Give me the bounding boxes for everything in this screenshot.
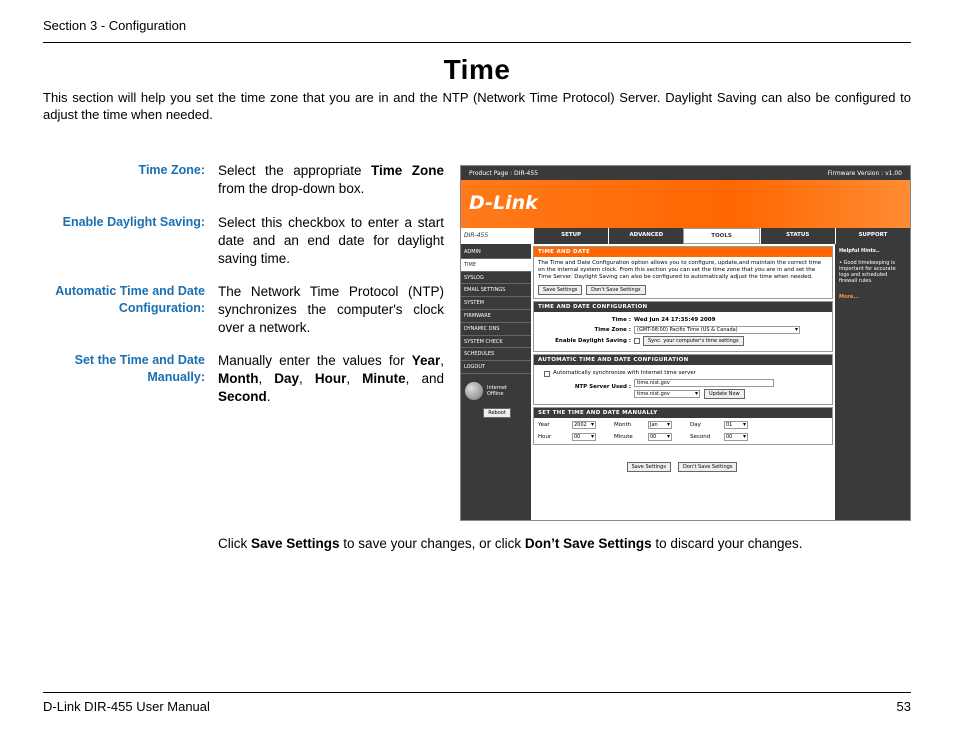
router-screenshot: [460, 165, 911, 521]
term-automatic-time: [55, 283, 205, 317]
term-line: Set the Time and Date: [74, 353, 205, 367]
manual-heading: SET THE TIME AND DATE MANUALLY: [534, 408, 832, 418]
sync-time-button[interactable]: Sync. your computer's time settings: [643, 336, 744, 346]
manual-box: [533, 407, 833, 445]
time-value: Wed Jun 24 17:35:49 2009: [634, 317, 716, 323]
content-pane: [531, 244, 835, 520]
desc-bold: Second: [218, 389, 267, 404]
help-text: • Good timekeeping is important for accurate logs and scheduled firewall rules.: [839, 260, 896, 284]
daylight-saving-label: Enable Daylight Saving :: [555, 337, 631, 344]
ntp-server-input[interactable]: time.nist.gov: [634, 379, 774, 387]
desc-time-zone: [218, 162, 444, 198]
ntp-server-label: NTP Server Used :: [574, 384, 631, 390]
desc-daylight-saving: Select this checkbox to enter a start date and an end date for daylight saving time.: [218, 215, 444, 266]
offline-label: Offline: [487, 390, 504, 397]
more-link[interactable]: More...: [839, 294, 859, 300]
footer-rule: [43, 692, 911, 693]
model-label: DIR-455: [461, 228, 533, 244]
auto-sync-checkbox[interactable]: [544, 371, 550, 377]
day-select[interactable]: 01 ▾: [724, 421, 748, 429]
screenshot-topbar: [461, 166, 910, 180]
month-label: Month: [614, 421, 632, 428]
timezone-value: (GMT-08:00) Pacific Time (US & Canada): [637, 327, 738, 333]
nav-item-system-check[interactable]: SYSTEM CHECK: [461, 336, 531, 349]
desc-bold: Year: [411, 353, 441, 368]
month-select[interactable]: Jan ▾: [648, 421, 672, 429]
reboot-button[interactable]: Reboot: [483, 408, 511, 418]
desc-bold: Minute: [362, 371, 406, 386]
save-settings-button[interactable]: Save Settings: [538, 285, 582, 295]
globe-icon: [465, 382, 483, 400]
note-text: to save your changes, or click: [339, 536, 525, 551]
daylight-saving-checkbox[interactable]: [634, 338, 640, 344]
dlink-logo: D-Link: [469, 192, 538, 214]
ntp-select-value: time.nist.gov: [637, 391, 670, 397]
desc-text: from the drop-down box.: [218, 181, 365, 196]
term-time-zone: Time Zone:: [138, 163, 205, 177]
term-line: Manually:: [147, 370, 205, 384]
tab-setup[interactable]: SETUP: [533, 228, 608, 244]
term-manual-time: [75, 352, 205, 386]
auto-config-heading: AUTOMATIC TIME AND DATE CONFIGURATION: [534, 355, 832, 365]
term-line: Automatic Time and Date: [55, 284, 205, 298]
desc-automatic-time: The Network Time Protocol (NTP) synchronizes the computer's clock over a network.: [218, 284, 444, 335]
nav-item-dynamic-dns[interactable]: DYNAMIC DNS: [461, 323, 531, 336]
desc-manual-time: Manually enter the values for Year, Month, Day, Hour, Minute, and Second.: [218, 353, 444, 404]
desc-bold: Hour: [314, 371, 347, 386]
auto-sync-label: Automatically synchronize with Internet time server: [553, 370, 696, 376]
dont-save-settings-button[interactable]: Don't Save Settings: [586, 285, 645, 295]
config-heading: TIME AND DATE CONFIGURATION: [534, 302, 832, 312]
page-number: 53: [896, 699, 911, 714]
nav-item-admin[interactable]: ADMIN: [461, 246, 531, 259]
desc-bold: Time Zone: [371, 163, 445, 178]
nav-item-system[interactable]: SYSTEM: [461, 297, 531, 310]
desc-text: and: [421, 371, 444, 386]
page-title: Time: [443, 54, 511, 85]
header-rule: [43, 42, 911, 43]
nav-item-syslog[interactable]: SYSLOG: [461, 272, 531, 285]
tab-tools[interactable]: TOOLS: [683, 228, 759, 244]
save-settings-button-bottom[interactable]: Save Settings: [627, 462, 671, 472]
update-now-button[interactable]: Update Now: [704, 389, 745, 399]
top-tabs: [461, 228, 910, 244]
internet-label: Internet: [487, 384, 507, 391]
minute-label: Minute: [614, 433, 633, 440]
chevron-down-icon: ▾: [794, 326, 798, 333]
note-text: Click: [218, 536, 251, 551]
product-page-label: Product Page : DIR-455: [469, 169, 538, 177]
time-date-heading: TIME AND DATE: [534, 247, 832, 257]
second-label: Second: [690, 433, 711, 440]
footer-manual-title: D-Link DIR-455 User Manual: [43, 699, 210, 714]
ntp-server-select[interactable]: [634, 390, 700, 398]
nav-item-logout[interactable]: LOGOUT: [461, 361, 531, 374]
time-date-description: The Time and Date Configuration option allows you to configure, update,and maintain the correct time on the internal system clock. From this section you can set the time zone that you are in and set the Time Server. Daylight Saving can also be configured to automatically adjust the time when needed.: [538, 260, 822, 280]
help-pane: [835, 244, 910, 520]
term-daylight-saving: Enable Daylight Saving:: [62, 215, 205, 229]
section-header: Section 3 - Configuration: [43, 18, 187, 33]
hour-select[interactable]: 00 ▾: [572, 433, 596, 441]
bottom-note: [218, 536, 803, 551]
dont-save-settings-button-bottom[interactable]: Don't Save Settings: [678, 462, 737, 472]
config-box: [533, 301, 833, 352]
help-heading: Helpful Hints..: [839, 248, 880, 254]
hour-label: Hour: [538, 433, 552, 440]
timezone-select[interactable]: [634, 326, 800, 334]
day-label: Day: [690, 421, 701, 428]
chevron-down-icon: ▾: [694, 390, 698, 397]
intro-paragraph: This section will help you set the time zone that you are in and the NTP (Network Time Protocol) Server. Daylight Saving can also be configured to adjust the time when needed.: [43, 90, 911, 122]
left-nav: [461, 244, 531, 520]
timezone-label: Time Zone :: [594, 326, 631, 333]
nav-item-time[interactable]: TIME: [461, 259, 531, 272]
desc-bold: Day: [274, 371, 300, 386]
firmware-label: Firmware Version : v1.00: [827, 169, 902, 177]
internet-status: [461, 374, 531, 400]
second-select[interactable]: 00 ▾: [724, 433, 748, 441]
nav-item-firmware[interactable]: FIRMWARE: [461, 310, 531, 323]
year-select[interactable]: 2002 ▾: [572, 421, 596, 429]
time-date-box: [533, 246, 833, 299]
bottom-buttons: [533, 453, 833, 472]
tab-status[interactable]: STATUS: [760, 228, 835, 244]
tab-advanced[interactable]: ADVANCED: [608, 228, 683, 244]
term-line: Configuration:: [118, 301, 205, 315]
nav-item-email-settings[interactable]: EMAIL SETTINGS: [461, 284, 531, 297]
time-label: Time :: [611, 317, 631, 323]
desc-text: Manually enter the values for: [218, 353, 412, 368]
note-bold: Don’t Save Settings: [524, 536, 652, 551]
brand-banner: [461, 180, 910, 228]
nav-item-schedules[interactable]: SCHEDULES: [461, 348, 531, 361]
note-bold: Save Settings: [251, 536, 340, 551]
note-text: to discard your changes.: [651, 536, 803, 551]
tab-support[interactable]: SUPPORT: [835, 228, 910, 244]
year-label: Year: [538, 421, 550, 428]
desc-text: Select the appropriate: [218, 163, 372, 178]
minute-select[interactable]: 00 ▾: [648, 433, 672, 441]
auto-config-box: [533, 354, 833, 405]
desc-bold: Month: [218, 371, 259, 386]
